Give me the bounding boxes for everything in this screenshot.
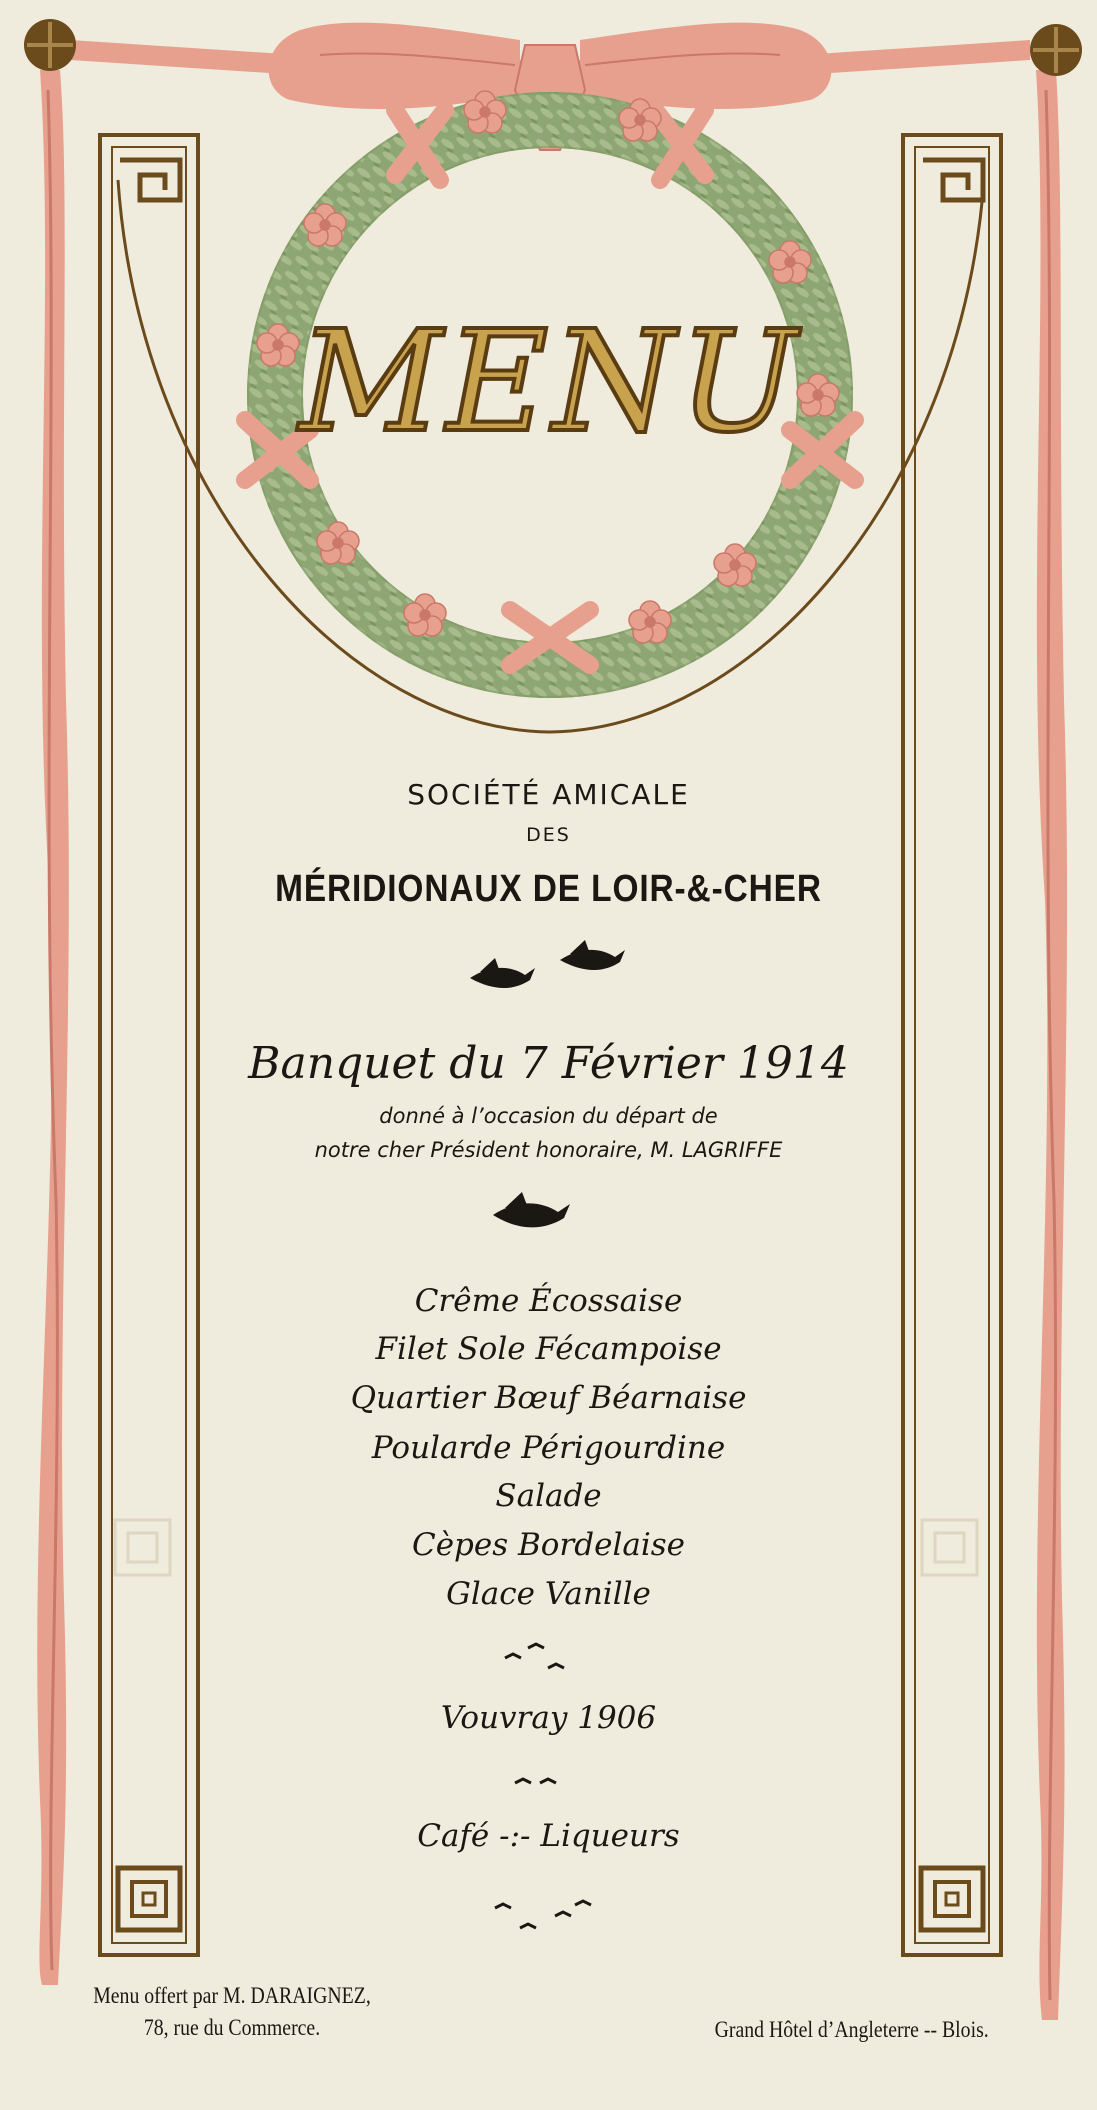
- dish-item: Cèpes Bordelaise: [411, 1527, 686, 1563]
- coffee-liqueurs-item: Café -:- Liqueurs: [417, 1818, 680, 1854]
- dish-item: Salade: [495, 1478, 602, 1514]
- top-right-ornament: [1030, 24, 1082, 76]
- sponsor-note: [60, 1980, 404, 2044]
- top-left-ornament: [24, 19, 76, 71]
- sponsor-line-2: 78, rue du Commerce.: [143, 2015, 321, 2040]
- dish-item: Crême Écossaise: [414, 1283, 683, 1319]
- dish-item: Poularde Périgourdine: [371, 1430, 726, 1466]
- occasion-line-2: notre cher Président honoraire, M. LAGRIFFE: [314, 1138, 783, 1162]
- banquet-title: Banquet du 7 Février 1914: [248, 1038, 849, 1089]
- society-line-2: DES: [526, 824, 571, 846]
- swallow-icon: [470, 940, 625, 988]
- bird-flourish-icon: [505, 1644, 564, 1668]
- occasion-line-1: donné à l’occasion du départ de: [379, 1104, 718, 1128]
- society-line-1: SOCIÉTÉ AMICALE: [407, 778, 690, 811]
- swallow-icon: [493, 1192, 570, 1227]
- dish-item: Quartier Bœuf Béarnaise: [350, 1380, 747, 1416]
- wine-item: Vouvray 1906: [440, 1700, 657, 1736]
- left-ribbon: [37, 70, 69, 1985]
- bird-flourish-icon: [495, 1901, 591, 1928]
- bird-flourish-icon: [515, 1779, 556, 1783]
- sponsor-line-1: Menu offert par M. DARAIGNEZ,: [93, 1983, 371, 2008]
- hotel-note: Grand Hôtel d’Angleterre -- Blois.: [714, 2017, 989, 2042]
- dish-item: Glace Vanille: [446, 1576, 651, 1612]
- society-name: MÉRIDIONAUX DE LOIR-&-CHER: [275, 868, 822, 910]
- menu-title: MENU: [298, 301, 802, 464]
- dish-item: Filet Sole Fécampoise: [375, 1331, 722, 1367]
